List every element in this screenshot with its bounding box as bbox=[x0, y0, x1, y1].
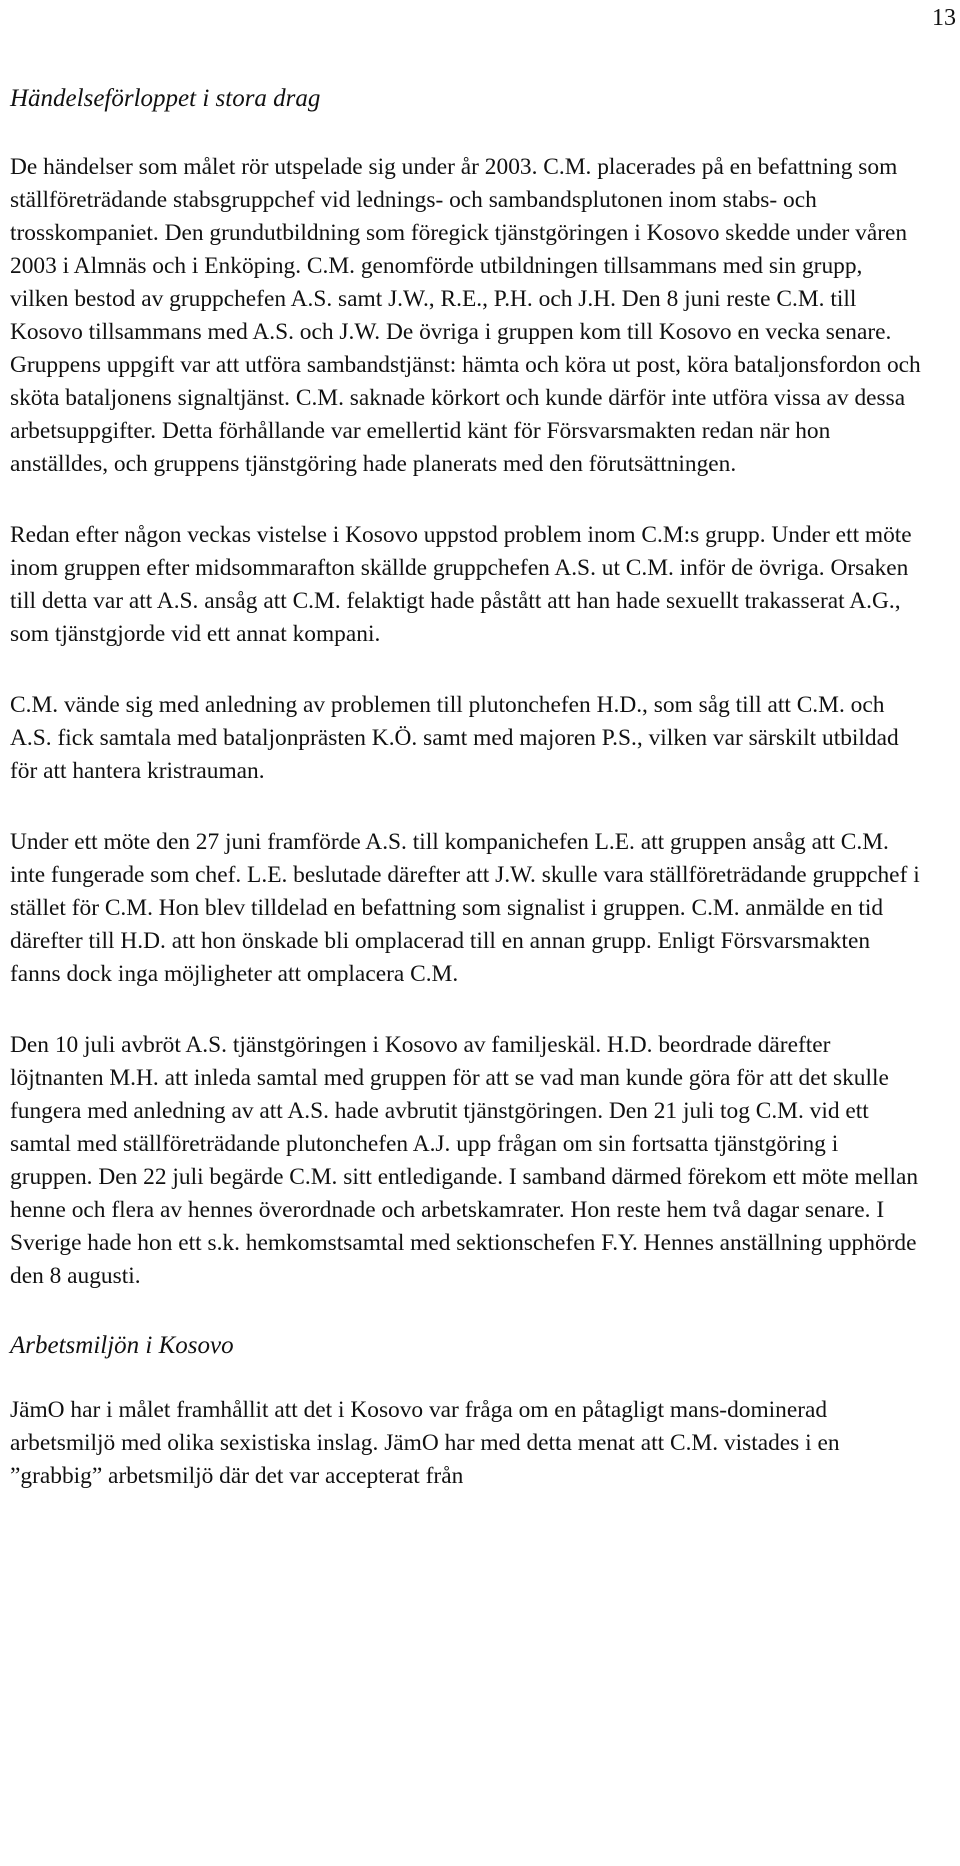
paragraph: Den 10 juli avbröt A.S. tjänstgöringen i Kosovo av familjeskäl. H.D. beordrade därefter löjtnanten M.H. att inleda samtal med gruppen för att se vad man kunde göra för att det skulle fungera med anledning av att A.S. hade avbrutit tjänstgöringen. Den 21 juli tog C.M. vid ett samtal med ställföreträdande plutonchefen A.J. upp frågan om sin fortsatta tjänstgöring i gruppen. Den 22 juli begärde C.M. sitt entledigande. I samband därmed förekom ett möte mellan henne och flera av hennes överordnade och arbetskamrater. Hon reste hem två dagar senare. I Sverige hade hon ett s.k. hemkomstsamtal med sektionschefen F.Y. Hennes anställning upphörde den 8 augusti. bbox=[10, 1032, 919, 1289]
paragraph: C.M. vände sig med anledning av problemen till plutonchefen H.D., som såg till att C.M. och A.S. fick samtala med bataljonprästen K.Ö. samt med majoren P.S., vilken var särskilt utbildad för att hantera kristrauman. bbox=[10, 692, 899, 784]
section-heading-handelseforloppet: Händelseförloppet i stora drag bbox=[10, 85, 321, 112]
section-heading-arbetsmiljon: Arbetsmiljön i Kosovo bbox=[10, 1332, 234, 1359]
document-body bbox=[10, 84, 926, 1531]
paragraph: Under ett möte den 27 juni framförde A.S. till kompanichefen L.E. att gruppen ansåg att C.M. inte fungerade som chef. L.E. beslutade därefter att J.W. skulle vara ställföreträdande gruppchef i stället för C.M. Hon blev tilldelad en befattning som signalist i gruppen. C.M. anmälde en tid därefter till H.D. att hon önskade bli omplacerad till en annan grupp. Enligt Försvarsmakten fanns dock inga möjligheter att omplacera C.M. bbox=[10, 829, 920, 987]
paragraph: Redan efter någon veckas vistelse i Kosovo uppstod problem inom C.M:s grupp. Under ett möte inom gruppen efter midsommarafton skällde gruppchefen A.S. ut C.M. inför de övriga. Orsaken till detta var att A.S. ansåg att C.M. felaktigt hade påstått att han hade sexuellt trakasserat A.G., som tjänstgjorde vid ett annat kompani. bbox=[10, 522, 912, 647]
paragraph: JämO har i målet framhållit att det i Kosovo var fråga om en påtagligt mans-dominerad arbetsmiljö med olika sexistiska inslag. JämO har med detta menat att C.M. vistades i en ”grabbig” arbetsmiljö där det var accepterat från bbox=[10, 1397, 840, 1489]
paragraph: De händelser som målet rör utspelade sig under år 2003. C.M. placerades på en befattning som ställföreträdande stabsgruppchef vid lednings- och sambandsplutonen inom stabs- och trosskompaniet. Den grundutbildning som föregick tjänstgöringen i Kosovo skedde under våren 2003 i Almnäs och i Enköping. C.M. genomförde utbildningen tillsammans med sin grupp, vilken bestod av gruppchefen A.S. samt J.W., R.E., P.H. och J.H. Den 8 juni reste C.M. till Kosovo tillsammans med A.S. och J.W. De övriga i gruppen kom till Kosovo en vecka senare. Gruppens uppgift var att utföra sambandstjänst: hämta och köra ut post, köra bataljonsfordon och sköta bataljonens signaltjänst. C.M. saknade körkort och kunde därför inte utföra vissa av dessa arbetsuppgifter. Detta förhållande var emellertid känt för Försvarsmakten redan när hon anställdes, och gruppens tjänstgöring hade planerats med den förutsättningen. bbox=[10, 154, 921, 477]
page-number: 13 bbox=[932, 5, 956, 31]
